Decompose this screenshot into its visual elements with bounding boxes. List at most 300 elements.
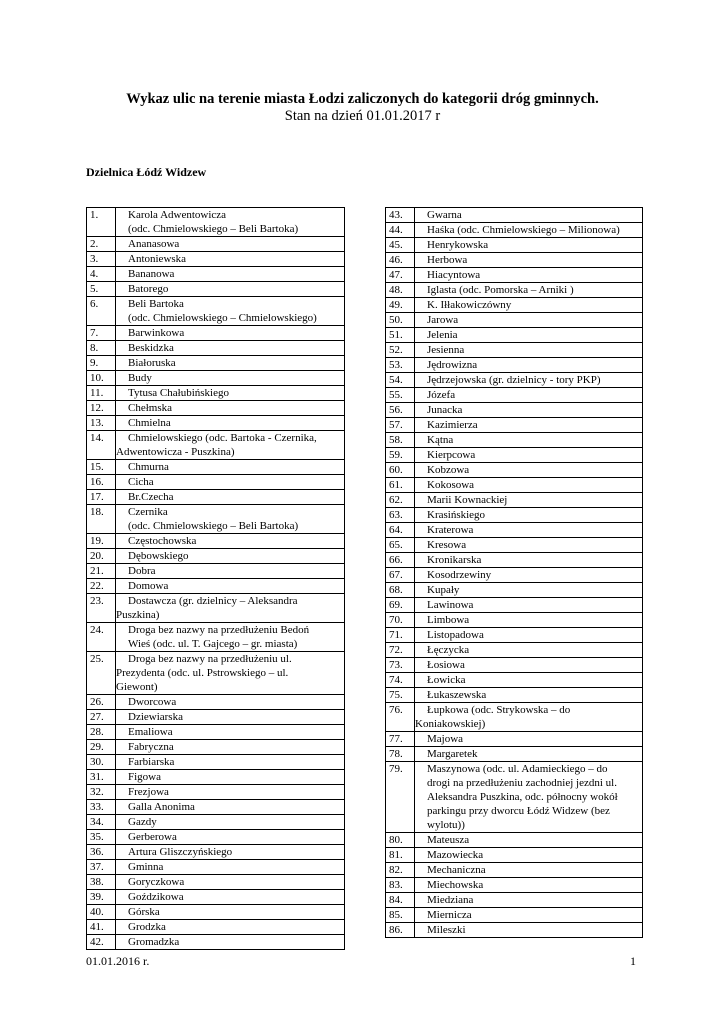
table-row <box>386 628 643 643</box>
street-name-line: Ananasowa <box>128 238 180 250</box>
street-name-line: Farbiarska <box>128 756 175 768</box>
street-name-line: Marii Kownackiej <box>427 494 508 506</box>
table-row <box>87 431 345 460</box>
street-name-line: Figowa <box>128 771 161 783</box>
street-name <box>116 505 345 534</box>
street-name-line: Częstochowska <box>128 535 197 547</box>
table-row <box>386 388 643 403</box>
document-title: Wykaz ulic na terenie miasta Łodzi zaliczonych do kategorii dróg gminnych. <box>126 91 599 107</box>
street-name-line: Domowa <box>128 580 169 592</box>
street-name <box>116 594 345 623</box>
street-name-line: Droga bez nazwy na przedłużeniu Bedoń <box>128 624 310 636</box>
table-row <box>87 579 345 594</box>
street-name-line: Wieś (odc. ul. T. Gajcego – gr. miasta) <box>128 638 298 650</box>
street-name-line: Jędrowizna <box>427 359 478 371</box>
table-row <box>87 845 345 860</box>
street-name <box>116 890 345 905</box>
row-number: 30. <box>87 755 116 770</box>
table-row <box>386 358 643 373</box>
row-number: 49. <box>386 298 415 313</box>
row-number: 18. <box>87 505 116 534</box>
street-name-line: Adwentowicza - Puszkina) <box>116 446 235 458</box>
row-number: 38. <box>87 875 116 890</box>
street-name-line: Galla Anonima <box>128 801 195 813</box>
row-number: 24. <box>87 623 116 652</box>
street-name-line: Łukaszewska <box>427 689 487 701</box>
row-number: 26. <box>87 695 116 710</box>
row-number: 31. <box>87 770 116 785</box>
street-name-line: Łowicka <box>427 674 466 686</box>
street-name <box>116 549 345 564</box>
row-number: 80. <box>386 833 415 848</box>
street-name-line: Łęczycka <box>427 644 470 656</box>
row-number: 42. <box>87 935 116 950</box>
street-name <box>415 403 643 418</box>
row-number: 6. <box>87 297 116 326</box>
street-name-line: Dziewiarska <box>128 711 183 723</box>
street-name <box>116 534 345 549</box>
row-number: 23. <box>87 594 116 623</box>
table-row <box>87 770 345 785</box>
table-row <box>87 725 345 740</box>
table-row <box>386 762 643 833</box>
table-row <box>87 297 345 326</box>
row-number: 2. <box>87 237 116 252</box>
row-number: 10. <box>87 371 116 386</box>
table-row <box>87 860 345 875</box>
table-row <box>87 890 345 905</box>
street-name <box>415 863 643 878</box>
street-name-line: Frezjowa <box>128 786 169 798</box>
street-name-line: Chmielowskiego (odc. Bartoka - Czernika, <box>128 432 317 444</box>
row-number: 11. <box>87 386 116 401</box>
row-number: 44. <box>386 223 415 238</box>
street-name <box>415 538 643 553</box>
street-name-line: Kierpcowa <box>427 449 476 461</box>
street-name-line: Mechaniczna <box>427 864 486 876</box>
row-number: 35. <box>87 830 116 845</box>
footer-date: 01.01.2016 r. <box>86 954 150 968</box>
street-name-line: Jędrzejowska (gr. dzielnicy - tory PKP) <box>427 374 601 386</box>
street-name-line: Grodzka <box>128 921 166 933</box>
street-name <box>415 643 643 658</box>
street-name-line: Hiacyntowa <box>427 269 481 281</box>
street-name <box>116 326 345 341</box>
table-row <box>386 848 643 863</box>
row-number: 66. <box>386 553 415 568</box>
row-number: 82. <box>386 863 415 878</box>
street-name <box>116 725 345 740</box>
street-name <box>415 313 643 328</box>
street-name <box>415 613 643 628</box>
table-row <box>386 523 643 538</box>
street-name-line: Kobzowa <box>427 464 470 476</box>
street-name <box>415 208 643 223</box>
row-number: 83. <box>386 878 415 893</box>
street-name-line: Droga bez nazwy na przedłużeniu ul. <box>128 653 292 665</box>
table-row <box>386 863 643 878</box>
street-name-line: Herbowa <box>427 254 468 266</box>
street-name-line: parkingu przy dworcu Łódź Widzew (bez <box>427 805 610 817</box>
street-name-line: Kraterowa <box>427 524 474 536</box>
row-number: 43. <box>386 208 415 223</box>
table-row <box>386 538 643 553</box>
row-number: 13. <box>87 416 116 431</box>
table-row <box>87 549 345 564</box>
row-number: 9. <box>87 356 116 371</box>
street-name-line: Goździkowa <box>128 891 184 903</box>
street-name-line: Lawinowa <box>427 599 474 611</box>
row-number: 47. <box>386 268 415 283</box>
street-name-line: Listopadowa <box>427 629 484 641</box>
street-name-line: Gazdy <box>128 816 157 828</box>
row-number: 37. <box>87 860 116 875</box>
street-name <box>415 358 643 373</box>
street-name-line: Barwinkowa <box>128 327 185 339</box>
row-number: 5. <box>87 282 116 297</box>
street-name-line: Junacka <box>427 404 463 416</box>
row-number: 59. <box>386 448 415 463</box>
row-number: 57. <box>386 418 415 433</box>
street-name <box>415 283 643 298</box>
row-number: 69. <box>386 598 415 613</box>
table-row <box>386 463 643 478</box>
street-name <box>415 732 643 747</box>
row-number: 71. <box>386 628 415 643</box>
table-row <box>386 908 643 923</box>
table-row <box>87 785 345 800</box>
row-number: 52. <box>386 343 415 358</box>
table-row <box>87 282 345 297</box>
row-number: 21. <box>87 564 116 579</box>
street-name-line: Budy <box>128 372 152 384</box>
street-name-line: Gerberowa <box>128 831 177 843</box>
row-number: 86. <box>386 923 415 938</box>
table-row <box>87 475 345 490</box>
row-number: 58. <box>386 433 415 448</box>
street-name-line: Kokosowa <box>427 479 475 491</box>
street-name-line: Mileszki <box>427 924 466 936</box>
table-row <box>386 658 643 673</box>
street-name <box>116 830 345 845</box>
table-row <box>87 920 345 935</box>
street-name-line: Łosiowa <box>427 659 465 671</box>
street-name-line: wylotu)) <box>427 819 465 831</box>
row-number: 20. <box>87 549 116 564</box>
street-name <box>415 673 643 688</box>
row-number: 51. <box>386 328 415 343</box>
street-name <box>415 583 643 598</box>
table-row <box>87 401 345 416</box>
row-number: 54. <box>386 373 415 388</box>
street-name-line: Kresowa <box>427 539 467 551</box>
table-row <box>87 564 345 579</box>
street-name <box>116 282 345 297</box>
street-name-line: drogi na przedłużeniu zachodniej jezdni ul. <box>427 777 617 789</box>
street-name <box>116 623 345 652</box>
table-row <box>87 341 345 356</box>
table-row <box>386 923 643 938</box>
table-row <box>386 373 643 388</box>
row-number: 62. <box>386 493 415 508</box>
table-row <box>386 403 643 418</box>
street-name-line: Henrykowska <box>427 239 489 251</box>
street-name <box>415 747 643 762</box>
row-number: 39. <box>87 890 116 905</box>
table-row <box>386 313 643 328</box>
table-row <box>87 652 345 695</box>
row-number: 36. <box>87 845 116 860</box>
table-row <box>87 252 345 267</box>
row-number: 73. <box>386 658 415 673</box>
street-name <box>415 508 643 523</box>
street-name-line: Czernika <box>128 506 168 518</box>
street-name <box>116 431 345 460</box>
row-number: 77. <box>386 732 415 747</box>
street-name-line: Gminna <box>128 861 164 873</box>
street-name-line: Gromadzka <box>128 936 180 948</box>
row-number: 1. <box>87 208 116 237</box>
row-number: 70. <box>386 613 415 628</box>
row-number: 17. <box>87 490 116 505</box>
table-row <box>87 460 345 475</box>
table-row <box>386 253 643 268</box>
street-name <box>116 401 345 416</box>
row-number: 29. <box>87 740 116 755</box>
street-name <box>116 710 345 725</box>
street-name <box>116 920 345 935</box>
row-number: 14. <box>87 431 116 460</box>
row-number: 22. <box>87 579 116 594</box>
street-name-line: Kątna <box>427 434 454 446</box>
street-name <box>415 568 643 583</box>
street-name-line: Dworcowa <box>128 696 177 708</box>
table-row <box>386 433 643 448</box>
street-name <box>415 388 643 403</box>
street-name <box>116 579 345 594</box>
district-heading: Dzielnica Łódź Widzew <box>86 165 207 179</box>
street-name <box>116 460 345 475</box>
table-row <box>87 594 345 623</box>
row-number: 27. <box>87 710 116 725</box>
table-row <box>87 416 345 431</box>
street-name-line: Kronikarska <box>427 554 482 566</box>
row-number: 7. <box>87 326 116 341</box>
row-number: 84. <box>386 893 415 908</box>
row-number: 68. <box>386 583 415 598</box>
street-name <box>415 893 643 908</box>
street-name <box>116 785 345 800</box>
row-number: 76. <box>386 703 415 732</box>
street-name <box>415 253 643 268</box>
row-number: 25. <box>87 652 116 695</box>
table-row <box>386 208 643 223</box>
street-name <box>415 878 643 893</box>
street-name <box>415 268 643 283</box>
table-row <box>386 643 643 658</box>
street-name <box>116 740 345 755</box>
street-name-line: Antoniewska <box>128 253 187 265</box>
street-name <box>116 905 345 920</box>
row-number: 32. <box>87 785 116 800</box>
table-row <box>87 755 345 770</box>
street-name <box>116 652 345 695</box>
row-number: 40. <box>87 905 116 920</box>
street-name <box>116 386 345 401</box>
street-name <box>116 875 345 890</box>
street-name <box>415 923 643 938</box>
table-row <box>87 356 345 371</box>
table-row <box>386 878 643 893</box>
street-name-line: Miedziana <box>427 894 474 906</box>
table-row <box>386 328 643 343</box>
street-name <box>415 238 643 253</box>
street-table-right <box>385 207 643 938</box>
street-name <box>415 328 643 343</box>
street-name <box>116 267 345 282</box>
row-number: 85. <box>386 908 415 923</box>
street-name-line: Aleksandra Puszkina, odc. północny wokół <box>427 791 618 803</box>
row-number: 74. <box>386 673 415 688</box>
row-number: 28. <box>87 725 116 740</box>
street-name <box>415 448 643 463</box>
table-row <box>87 875 345 890</box>
row-number: 19. <box>87 534 116 549</box>
street-name <box>415 418 643 433</box>
row-number: 33. <box>87 800 116 815</box>
table-row <box>87 740 345 755</box>
table-row <box>386 223 643 238</box>
street-name <box>116 845 345 860</box>
row-number: 72. <box>386 643 415 658</box>
street-name-line: Kosodrzewiny <box>427 569 492 581</box>
street-name-line: Chmielna <box>128 417 171 429</box>
street-name <box>116 297 345 326</box>
street-name-line: Cicha <box>128 476 154 488</box>
table-row <box>87 326 345 341</box>
table-row <box>87 505 345 534</box>
street-name-line: Prezydenta (odc. ul. Pstrowskiego – ul. <box>116 667 289 679</box>
street-name <box>116 475 345 490</box>
table-row <box>87 267 345 282</box>
street-name <box>116 815 345 830</box>
street-name-line: Górska <box>128 906 160 918</box>
street-name <box>415 298 643 313</box>
row-number: 46. <box>386 253 415 268</box>
table-row <box>386 553 643 568</box>
street-name-line: Maszynowa (odc. ul. Adamieckiego – do <box>427 763 608 775</box>
street-name-line: Gwarna <box>427 209 462 221</box>
street-name-line: Dobra <box>128 565 156 577</box>
row-number: 3. <box>87 252 116 267</box>
table-row <box>87 935 345 950</box>
street-name-line: Tytusa Chałubińskiego <box>128 387 229 399</box>
street-name-line: Majowa <box>427 733 464 745</box>
page-number: 1 <box>630 954 636 968</box>
street-name <box>116 695 345 710</box>
row-number: 75. <box>386 688 415 703</box>
street-name <box>415 908 643 923</box>
street-name-line: Miernicza <box>427 909 472 921</box>
street-name-line: Iglasta (odc. Pomorska – Arniki ) <box>427 284 574 296</box>
street-name <box>415 762 643 833</box>
street-name-line: Jarowa <box>427 314 459 326</box>
street-name-line: Karola Adwentowicza <box>128 209 227 221</box>
table-row <box>386 732 643 747</box>
table-row <box>386 508 643 523</box>
street-name-line: Krasińskiego <box>427 509 486 521</box>
street-name-line: Beli Bartoka <box>128 298 184 310</box>
street-name <box>116 356 345 371</box>
table-row <box>386 343 643 358</box>
street-name-line: Goryczkowa <box>128 876 185 888</box>
street-name-line: Emaliowa <box>128 726 173 738</box>
street-name-line: Br.Czecha <box>128 491 174 503</box>
street-name-line: (odc. Chmielowskiego – Chmielowskiego) <box>128 312 317 324</box>
table-row <box>87 695 345 710</box>
street-name-line: (odc. Chmielowskiego – Beli Bartoka) <box>128 223 299 235</box>
street-name-line: Chmurna <box>128 461 169 473</box>
table-row <box>87 534 345 549</box>
table-row <box>87 386 345 401</box>
street-name-line: Kupały <box>427 584 460 596</box>
table-row <box>87 800 345 815</box>
street-name-line: Bananowa <box>128 268 175 280</box>
table-row <box>386 478 643 493</box>
street-name <box>116 237 345 252</box>
street-name-line: (odc. Chmielowskiego – Beli Bartoka) <box>128 520 299 532</box>
street-name-line: Dostawcza (gr. dzielnicy – Aleksandra <box>128 595 298 607</box>
street-name-line: Fabryczna <box>128 741 174 753</box>
street-name-line: Jesienna <box>427 344 465 356</box>
street-name-line: Puszkina) <box>116 609 160 621</box>
street-name <box>116 490 345 505</box>
table-row <box>386 418 643 433</box>
row-number: 67. <box>386 568 415 583</box>
table-row <box>87 208 345 237</box>
street-name-line: K. Iłłakowiczówny <box>427 299 512 311</box>
table-row <box>386 493 643 508</box>
street-name-line: Mazowiecka <box>427 849 484 861</box>
row-number: 63. <box>386 508 415 523</box>
street-name <box>415 688 643 703</box>
table-row <box>386 673 643 688</box>
row-number: 48. <box>386 283 415 298</box>
street-name-line: Józefa <box>427 389 456 401</box>
street-name <box>415 373 643 388</box>
row-number: 79. <box>386 762 415 833</box>
table-row <box>386 688 643 703</box>
street-name <box>116 341 345 356</box>
table-row <box>386 598 643 613</box>
row-number: 41. <box>87 920 116 935</box>
street-name <box>116 371 345 386</box>
street-name <box>116 770 345 785</box>
row-number: 15. <box>87 460 116 475</box>
street-name <box>415 223 643 238</box>
table-row <box>386 613 643 628</box>
table-row <box>386 283 643 298</box>
street-name-line: Batorego <box>128 283 169 295</box>
row-number: 34. <box>87 815 116 830</box>
street-name-line: Kazimierza <box>427 419 478 431</box>
table-row <box>87 905 345 920</box>
table-row <box>87 710 345 725</box>
street-name <box>415 343 643 358</box>
row-number: 64. <box>386 523 415 538</box>
street-name-line: Limbowa <box>427 614 470 626</box>
table-row <box>386 448 643 463</box>
